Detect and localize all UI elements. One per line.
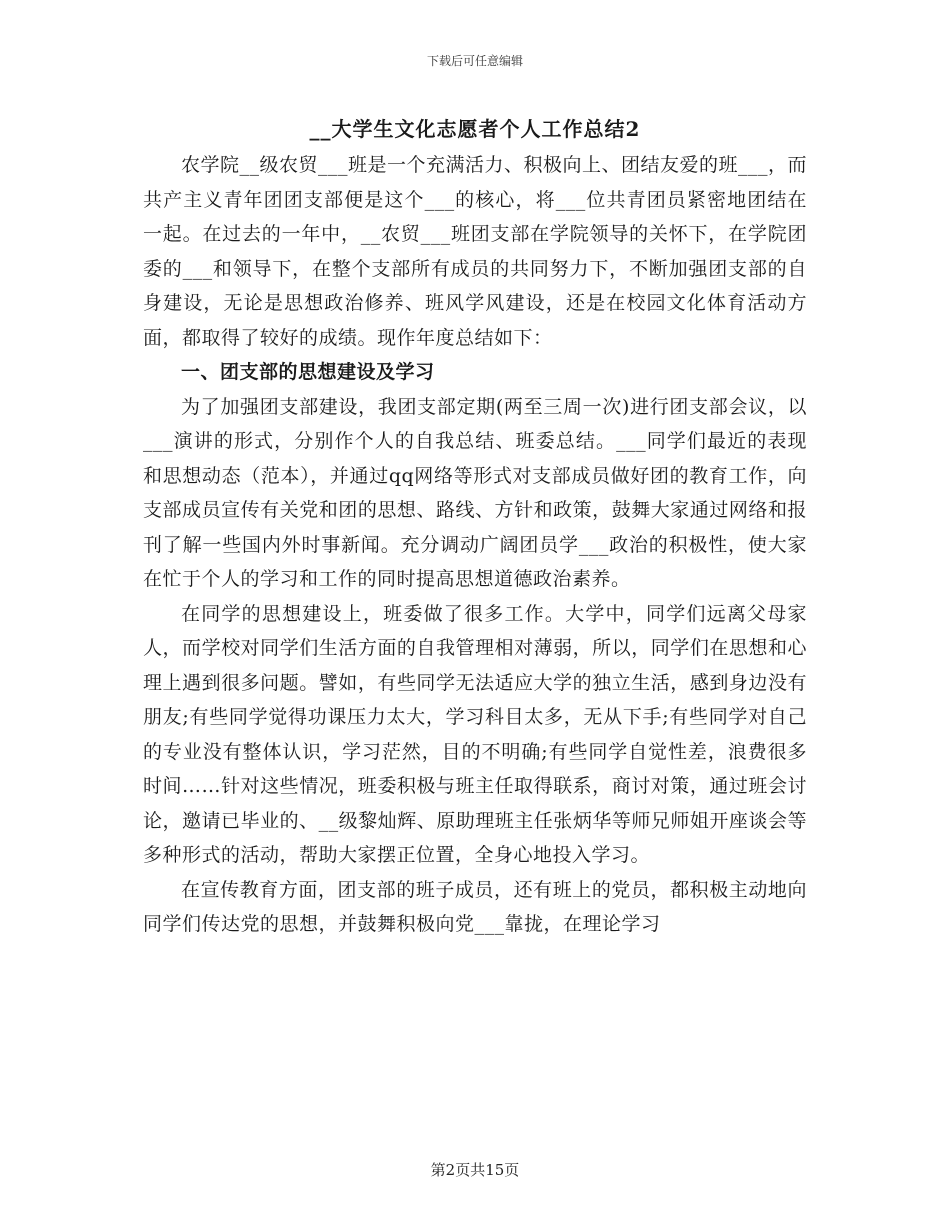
paragraph-thought-building: 在同学的思想建设上，班委做了很多工作。大学中，同学们远离父母家人，而学校对同学们生活方面的自我管理相对薄弱，所以，同学们在思想和心理上遇到很多问题。譬如，有些同学无法适应大学的独立生活，感到身边没有朋友;有些同学觉得功课压力太大，学习科目太多，无从下手;有些同学对自己的专业没有整体认识，学习茫然，目的不明确;有些同学自觉性差，浪费很多时间……针对这些情况，班委积极与班主任取得联系，商讨对策，通过班会讨论，邀请已毕业的、__级黎灿辉、原助理班主任张炳华等师兄师姐开座谈会等多种形式的活动，帮助大家摆正位置，全身心地投入学习。 bbox=[143, 602, 807, 866]
page-footer: 第2页共15页 bbox=[430, 1161, 520, 1179]
document-title: __大学生文化志愿者个人工作总结2 bbox=[309, 117, 641, 141]
section-heading: 一、团支部的思想建设及学习 bbox=[181, 361, 435, 383]
paragraph-intro: 农学院__级农贸___班是一个充满活力、积极向上、团结友爱的班___，而共产主义青年团团支部便是这个___的核心，将___位共青团员紧密地团结在一起。在过去的一年中，__农贸___班团支部在学院领导的关怀下，在学院团委的___和领导下，在整个支部所有成员的共同努力下，不断加强团支部的自身建设，无论是思想政治修养、班风学风建设，还是在校园文化体育活动方面，都取得了较好的成绩。现作年度总结如下： bbox=[143, 154, 808, 349]
paragraph-publicity: 在宣传教育方面，团支部的班子成员，还有班上的党员，都积极主动地向同学们传达党的思想，并鼓舞积极向党___靠拢，在理论学习 bbox=[143, 878, 807, 935]
paragraph-meetings: 为了加强团支部建设，我团支部定期(两至三周一次)进行团支部会议，以___演讲的形式，分别作个人的自我总结、班委总结。___同学们最近的表现和思想动态（范本），并通过qq网络等形式对支部成员做好团的教育工作，向支部成员宣传有关党和团的思想、路线、方针和政策，鼓舞大家通过网络和报刊了解一些国内外时事新闻。充分调动广阔团员学___政治的积极性，使大家在忙于个人的学习和工作的同时提高思想道德政治素养。 bbox=[143, 395, 807, 590]
document-body bbox=[143, 112, 807, 942]
header-note: 下载后可任意编辑 bbox=[426, 54, 523, 68]
